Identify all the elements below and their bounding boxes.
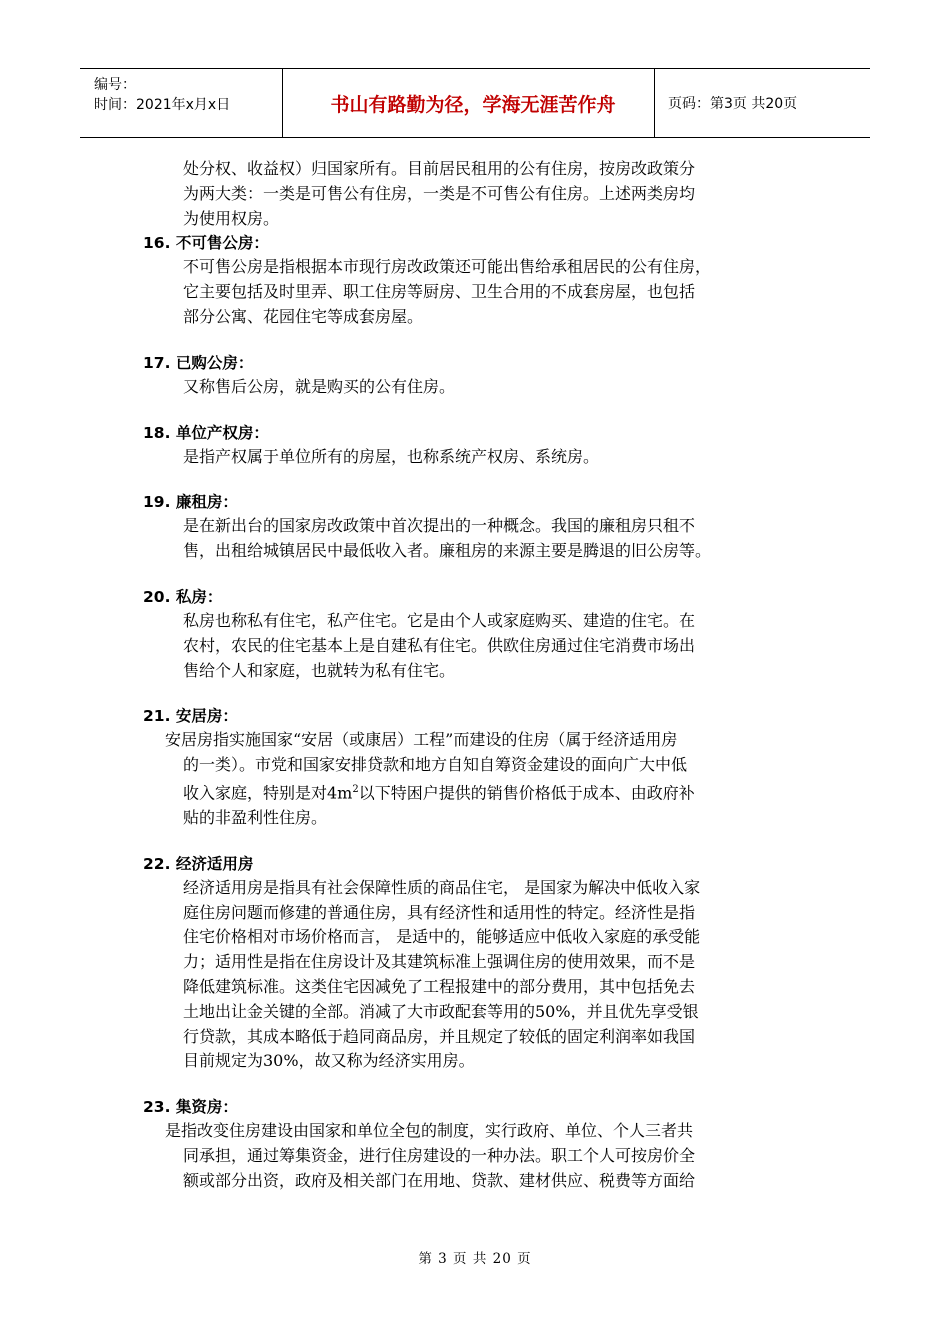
paragraph-line: 庭住房问题而修建的普通住房，具有经济性和适用性的特定。经济性是指: [183, 902, 696, 922]
time-label: 时间：2021年x月x日: [94, 97, 231, 113]
text-run: 收入家庭，特别是对4m: [183, 783, 353, 803]
paragraph-line: 不可售公房是指根据本市现行房改政策还可能出售给承租居民的公有住房，: [183, 257, 712, 277]
paragraph-line: 目前规定为30%，故又称为经济实用房。: [183, 1051, 475, 1071]
paragraph-line: 是指产权属于单位所有的房屋，也称系统产权房、系统房。: [183, 446, 600, 466]
section-heading: 18. 单位产权房：: [143, 423, 269, 442]
paragraph-line: 售给个人和家庭，也就转为私有住宅。: [183, 660, 456, 680]
paragraph-line: 住宅价格相对市场价格而言， 是适中的，能够适应中低收入家庭的承受能: [183, 927, 701, 947]
paragraph-line: 土地出让金关键的全部。消减了大市政配套等用的50%，并且优先享受银: [183, 1001, 699, 1021]
paragraph-line: 处分权、收益权）归国家所有。目前居民租用的公有住房，按房改政策分: [183, 159, 696, 178]
header-motto: 书山有路勤为径，学海无涯苦作舟: [330, 93, 616, 116]
serial-label: 编号：: [94, 77, 136, 93]
page-footer: 第 3 页 共 20 页: [418, 1251, 532, 1267]
document-body: [143, 157, 813, 1194]
section-heading: 20. 私房：: [143, 587, 223, 606]
header-divider: [282, 69, 283, 137]
paragraph-line: 力；适用性是指在住房设计及其建筑标准上强调住房的使用效果，而不是: [183, 952, 696, 972]
paragraph-line: 部分公寓、花园住宅等成套房屋。: [183, 306, 424, 326]
paragraph-line: 的一类）。市党和国家安排贷款和地方自知自筹资金建设的面向广大中低: [183, 755, 688, 775]
paragraph-line: 额或部分出资，政府及相关部门在用地、贷款、建材供应、税费等方面给: [183, 1170, 696, 1190]
superscript: 2: [352, 783, 359, 795]
paragraph-line: 为两大类：一类是可售公有住房，一类是不可售公有住房。上述两类房均: [183, 183, 696, 203]
paragraph-line: 售，出租给城镇居民中最低收入者。廉租房的来源主要是腾退的旧公房等。: [183, 541, 712, 561]
section-heading: 21. 安居房：: [143, 707, 238, 726]
paragraph-line: 安居房指实施国家“安居（或康居）工程”而建设的住房（属于经济适用房: [165, 730, 678, 750]
paragraph-line: 是指改变住房建设由国家和单位全包的制度，实行政府、单位、个人三者共: [165, 1121, 694, 1141]
paragraph-line: [143, 778, 813, 806]
paragraph-line: 降低建筑标准。这类住宅因减免了工程报建中的部分费用，其中包括免去: [183, 977, 696, 997]
paragraph-line: 私房也称私有住宅，私产住宅。它是由个人或家庭购买、建造的住宅。在: [183, 610, 696, 630]
section-heading: 16. 不可售公房：: [143, 234, 269, 253]
paragraph-line: 行贷款，其成本略低于趋同商品房，并且规定了较低的固定利润率如我国: [183, 1026, 696, 1046]
paragraph-line: 是在新出台的国家房改政策中首次提出的一种概念。我国的廉租房只租不: [183, 516, 696, 536]
section-heading: 19. 廉租房：: [143, 493, 238, 512]
page-header: [80, 68, 870, 138]
paragraph-line: 又称售后公房，就是购买的公有住房。: [183, 376, 456, 396]
section-heading: 22. 经济适用房: [143, 854, 254, 873]
paragraph-line: 同承担，通过筹集资金，进行住房建设的一种办法。职工个人可按房价全: [183, 1146, 696, 1166]
paragraph-line: 经济适用房是指具有社会保障性质的商品住宅， 是国家为解决中低收入家: [183, 877, 701, 897]
paragraph-line: 它主要包括及时里弄、职工住房等厨房、卫生合用的不成套房屋，也包括: [183, 282, 696, 302]
section-heading: 23. 集资房：: [143, 1098, 238, 1117]
paragraph-line: 农村，农民的住宅基本上是自建私有住宅。供欧住房通过住宅消费市场出: [183, 635, 696, 655]
paragraph-line: 为使用权房。: [183, 208, 280, 228]
header-meta: [94, 75, 230, 115]
section-heading: 17. 已购公房：: [143, 353, 254, 372]
header-page-info: 页码：第3页 共20页: [668, 96, 798, 112]
text-run: 以下特困户提供的销售价格低于成本、由政府补: [358, 783, 695, 803]
paragraph-line: 贴的非盈利性住房。: [183, 808, 328, 828]
